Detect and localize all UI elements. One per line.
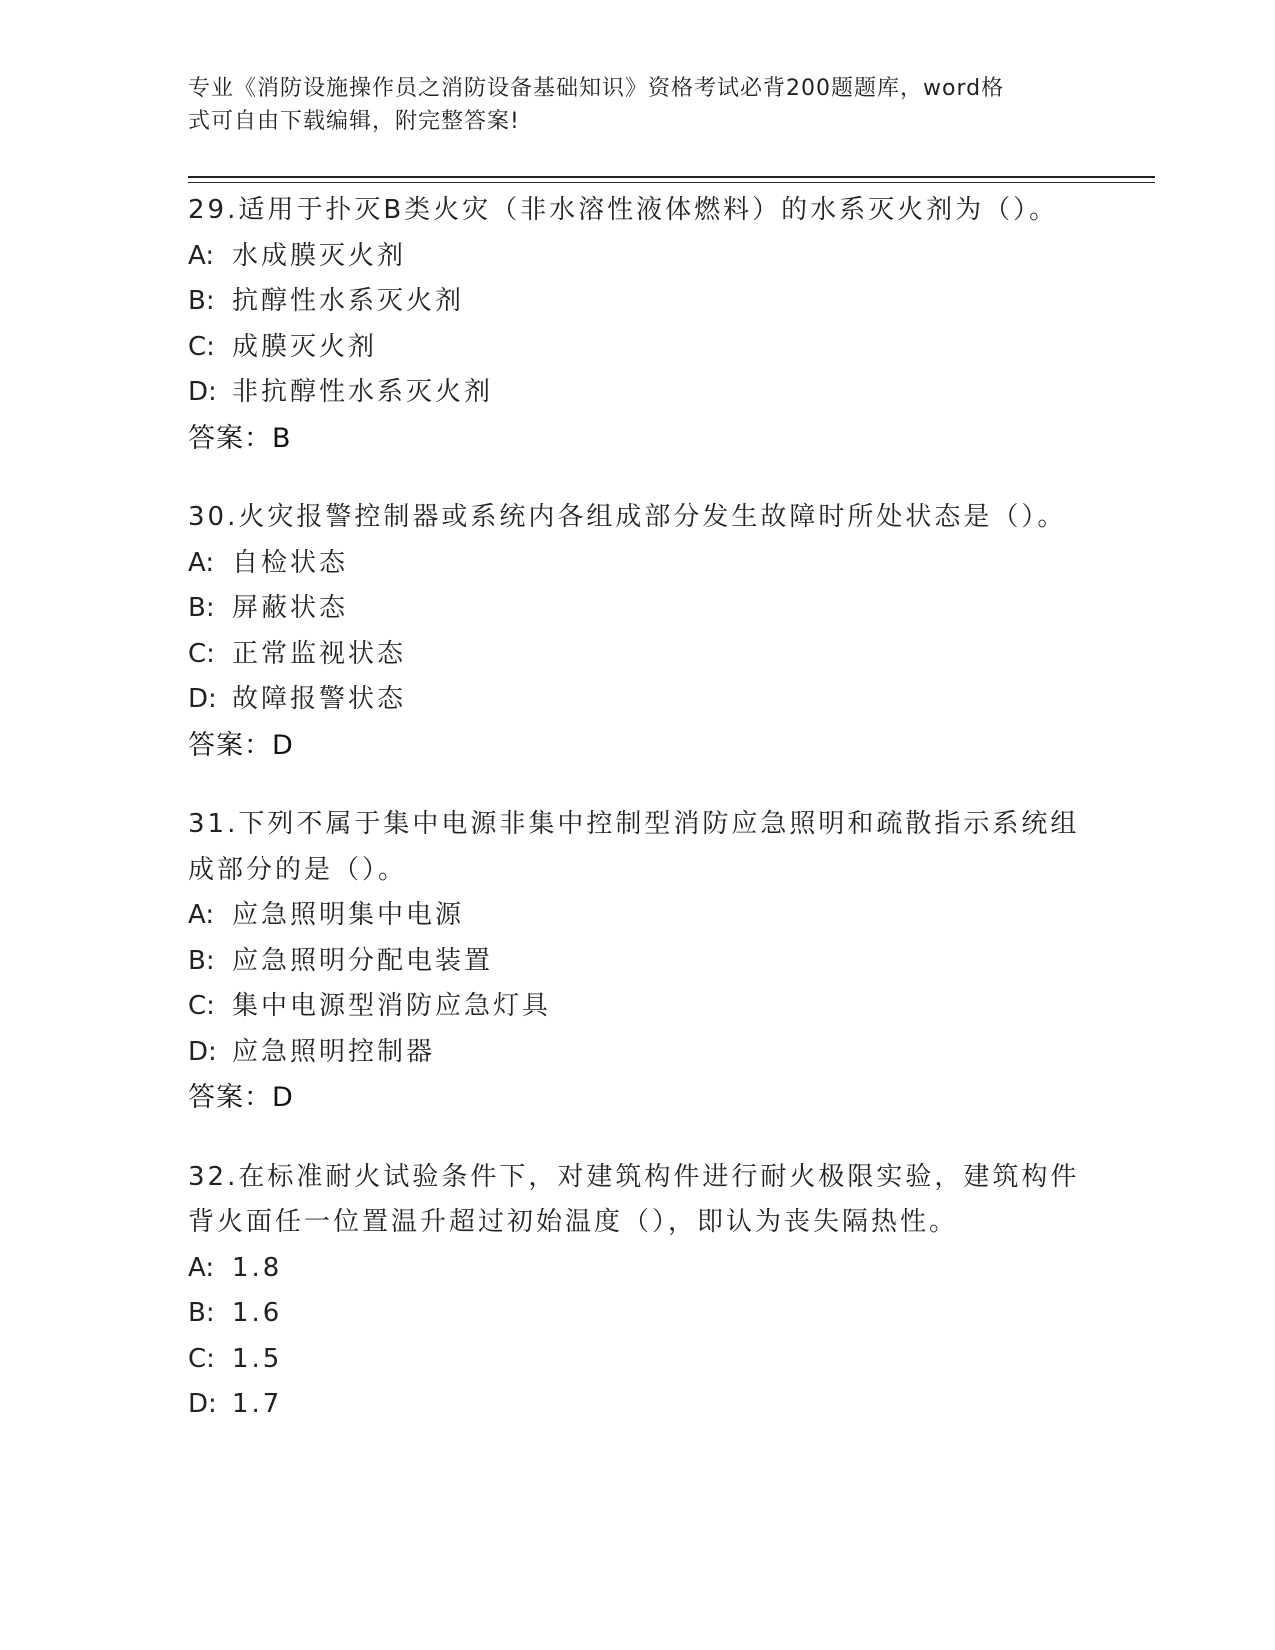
option-b xyxy=(188,586,1088,632)
option-text: 故障报警状态 xyxy=(232,684,407,714)
option-letter: A: xyxy=(188,1252,215,1283)
header-divider-thin xyxy=(188,182,1155,183)
option-letter: A: xyxy=(188,240,215,271)
header-line-2: 式可自由下载编辑，附完整答案! xyxy=(188,109,520,134)
option-text: 应急照明控制器 xyxy=(232,1036,436,1067)
option-text: 1.7 xyxy=(232,1389,283,1419)
option-letter: C: xyxy=(188,1343,215,1374)
question-list xyxy=(188,188,1088,1462)
option-a xyxy=(188,541,1088,587)
option-letter: A: xyxy=(188,900,215,930)
option-d xyxy=(188,677,1088,723)
question-31 xyxy=(188,802,1088,1121)
answer-line: 答案：B xyxy=(188,422,292,454)
option-d xyxy=(188,1030,1088,1076)
option-text: 正常监视状态 xyxy=(232,638,407,669)
option-c xyxy=(188,1337,1088,1383)
option-text: 成膜灭火剂 xyxy=(232,331,378,362)
option-letter: B: xyxy=(188,1298,215,1328)
option-b xyxy=(188,939,1088,985)
option-a xyxy=(188,234,1088,280)
option-text: 抗醇性水系灭火剂 xyxy=(232,286,465,316)
question-30 xyxy=(188,495,1088,768)
question-stem: 30.火灾报警控制器或系统内各组成部分发生故障时所处状态是（）。 xyxy=(188,502,1067,532)
option-d xyxy=(188,1382,1088,1428)
option-letter: B: xyxy=(188,593,215,623)
option-b xyxy=(188,279,1088,325)
option-text: 1.5 xyxy=(232,1343,283,1374)
option-text: 1.6 xyxy=(232,1298,283,1328)
option-text: 屏蔽状态 xyxy=(232,593,349,623)
option-letter: C: xyxy=(188,638,215,669)
option-text: 应急照明集中电源 xyxy=(232,900,465,930)
question-stem-continued: 背火面任一位置温升超过初始温度（），即认为丧失隔热性。 xyxy=(188,1207,959,1237)
option-text: 集中电源型消防应急灯具 xyxy=(232,991,552,1021)
option-text: 应急照明分配电装置 xyxy=(232,945,494,976)
option-b xyxy=(188,1291,1088,1337)
option-letter: B: xyxy=(188,945,215,976)
option-text: 自检状态 xyxy=(232,547,349,578)
option-text: 非抗醇性水系灭火剂 xyxy=(232,377,494,407)
option-c xyxy=(188,325,1088,371)
option-text: 水成膜灭火剂 xyxy=(232,240,407,271)
document-header xyxy=(188,72,1068,138)
option-letter: D: xyxy=(188,1036,217,1067)
question-stem: 29.适用于扑灭B类火灾（非水溶性液体燃料）的水系灭火剂为（）。 xyxy=(188,195,1059,225)
option-letter: D: xyxy=(188,684,217,714)
option-text: 1.8 xyxy=(232,1252,283,1283)
header-divider-thick xyxy=(188,176,1155,178)
question-29 xyxy=(188,188,1088,461)
header-line-1: 专业《消防设施操作员之消防设备基础知识》资格考试必背200题题库，word格 xyxy=(188,76,1005,101)
option-c xyxy=(188,632,1088,678)
option-letter: D: xyxy=(188,1389,217,1419)
option-letter: B: xyxy=(188,286,215,316)
option-letter: D: xyxy=(188,377,217,407)
option-letter: C: xyxy=(188,331,215,362)
option-a xyxy=(188,893,1088,939)
option-c xyxy=(188,984,1088,1030)
question-stem-continued: 成部分的是（）。 xyxy=(188,854,408,885)
option-letter: C: xyxy=(188,991,215,1021)
option-a xyxy=(188,1246,1088,1292)
option-letter: A: xyxy=(188,547,215,578)
question-stem: 32.在标准耐火试验条件下，对建筑构件进行耐火极限实验，建筑构件 xyxy=(188,1161,1080,1192)
answer-line: 答案：D xyxy=(188,729,294,761)
question-stem: 31.下列不属于集中电源非集中控制型消防应急照明和疏散指示系统组 xyxy=(188,809,1080,839)
option-d xyxy=(188,370,1088,416)
question-32 xyxy=(188,1155,1088,1428)
answer-line: 答案：D xyxy=(188,1082,294,1113)
